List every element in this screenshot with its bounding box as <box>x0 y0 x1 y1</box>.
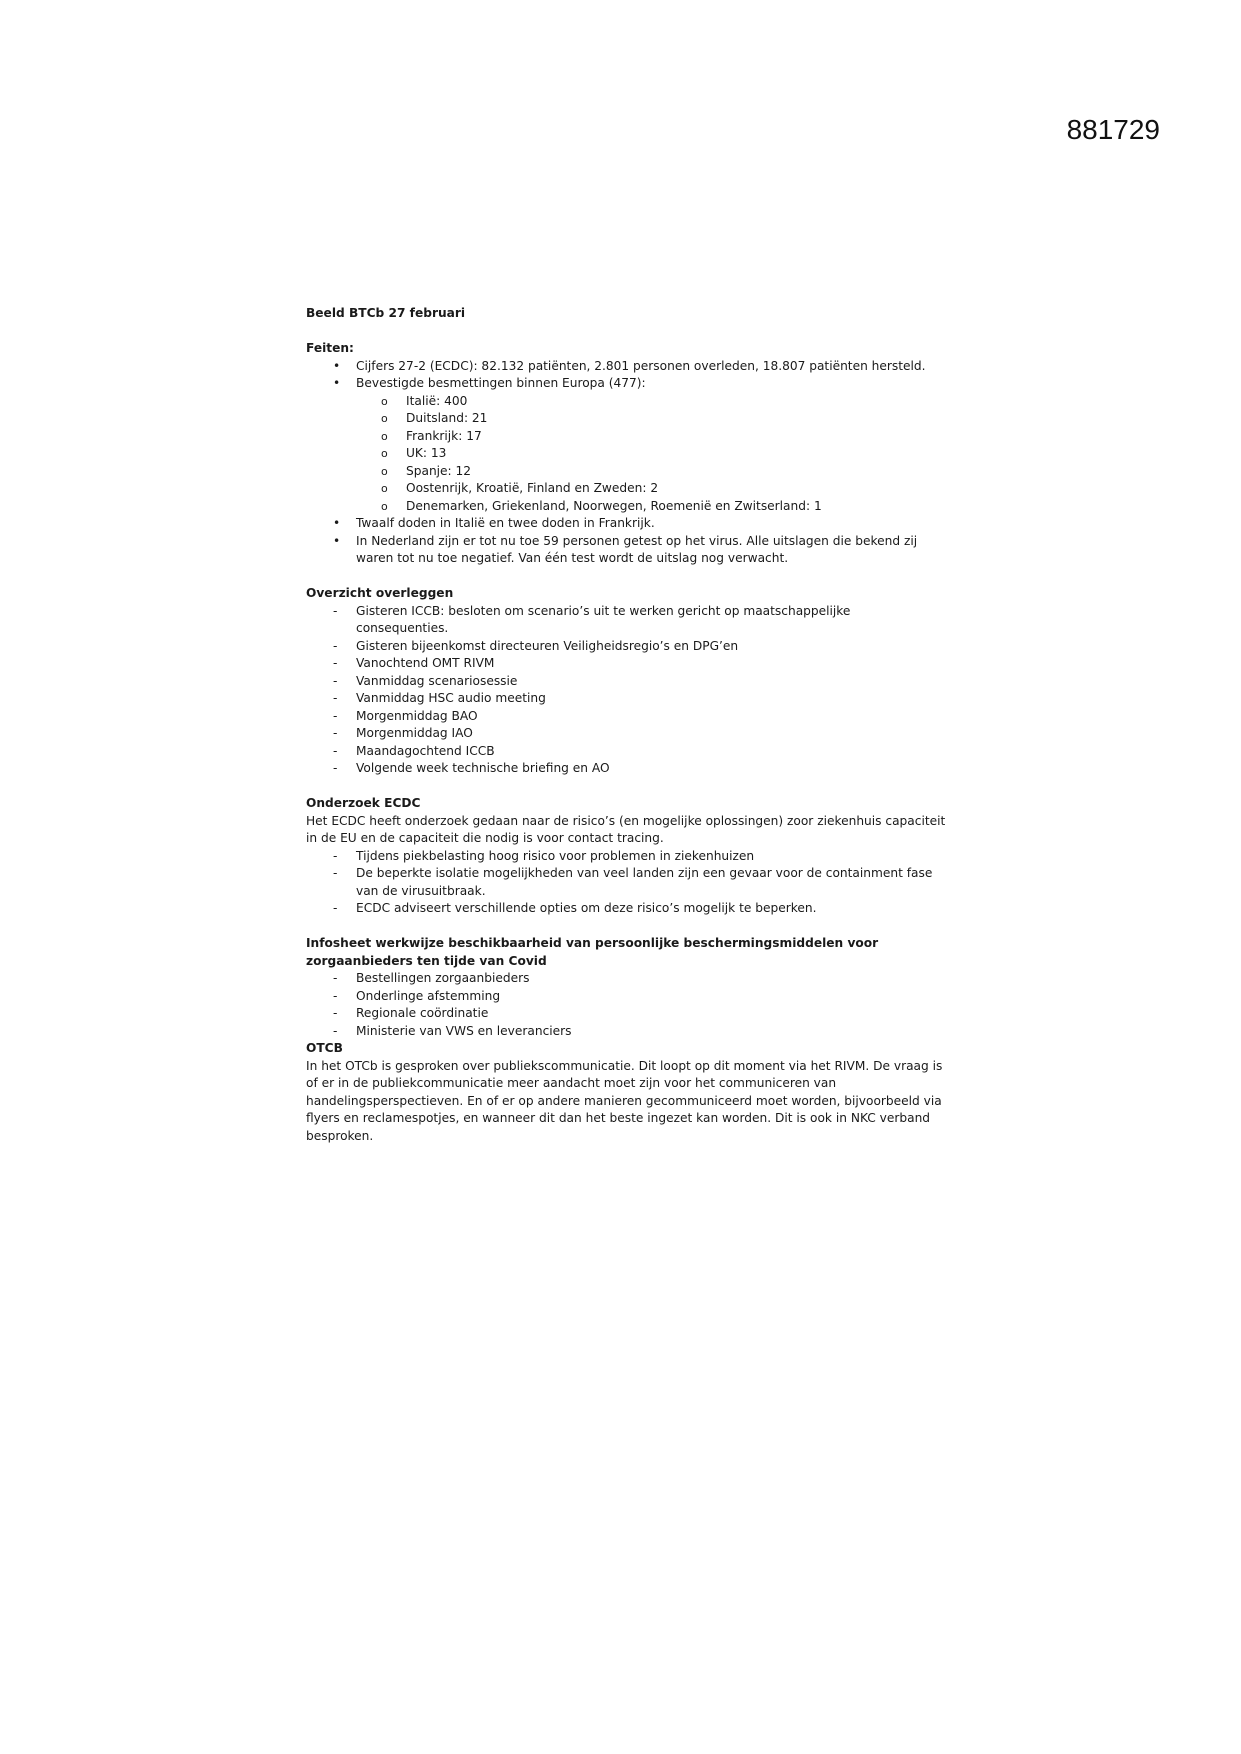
list-item-text: Twaalf doden in Italië en twee doden in Frankrijk. <box>356 516 655 530</box>
dash-marker: - <box>333 638 338 653</box>
ecdc-list <box>306 848 946 918</box>
circle-marker: o <box>381 499 388 513</box>
list-item <box>306 603 946 638</box>
feiten-heading: Feiten: <box>306 341 354 355</box>
list-item <box>306 515 946 533</box>
circle-marker: o <box>381 429 388 443</box>
bullet-marker: • <box>333 516 341 530</box>
dash-marker: - <box>333 866 338 880</box>
ecdc-intro: Het ECDC heeft onderzoek gedaan naar de risico’s (en mogelijke oplossingen) zoor ziekenhuis capaciteit in de EU en de capaciteit die nodig is voor contact tracing. <box>306 813 946 845</box>
list-item-text: Spanje: 12 <box>406 463 472 478</box>
countries-list <box>356 393 946 516</box>
list-item <box>356 480 946 498</box>
overleggen-heading: Overzicht overleggen <box>306 586 454 600</box>
list-item-text: Maandagochtend ICCB <box>356 743 495 758</box>
list-item-text: Bevestigde besmettingen binnen Europa (477): <box>356 376 646 390</box>
dash-marker: - <box>333 691 338 705</box>
list-item <box>306 708 946 726</box>
list-item <box>306 533 946 568</box>
circle-marker: o <box>381 447 388 460</box>
list-item <box>306 655 946 673</box>
dash-marker: - <box>333 603 338 618</box>
document-body <box>306 305 946 1145</box>
infosheet-list <box>306 970 946 1040</box>
list-item <box>356 393 946 411</box>
list-item-text: Morgenmiddag IAO <box>356 726 473 740</box>
document-number: 881729 <box>1066 114 1160 145</box>
bullet-marker: • <box>333 358 341 373</box>
list-item-text: Onderlinge afstemming <box>356 988 501 1003</box>
dash-marker: - <box>333 673 338 688</box>
list-item-text: Tijdens piekbelasting hoog risico voor problemen in ziekenhuizen <box>356 848 755 863</box>
dash-marker: - <box>333 901 338 915</box>
list-item-text: Ministerie van VWS en leveranciers <box>356 1023 572 1038</box>
list-item-text: Duitsland: 21 <box>406 411 488 425</box>
list-item <box>306 865 946 900</box>
list-item <box>356 410 946 428</box>
otcb-heading: OTCB <box>306 1041 343 1055</box>
dash-marker: - <box>333 1023 338 1038</box>
list-item-text: Vanmiddag scenariosessie <box>356 673 518 688</box>
list-item <box>306 760 946 778</box>
circle-marker: o <box>381 464 388 478</box>
list-item <box>356 428 946 446</box>
list-item-text: Vanmiddag HSC audio meeting <box>356 691 546 705</box>
list-item <box>306 638 946 656</box>
list-item-text: UK: 13 <box>406 446 447 460</box>
list-item <box>356 463 946 481</box>
list-item <box>306 690 946 708</box>
circle-marker: o <box>381 412 388 425</box>
list-item-text: De beperkte isolatie mogelijkheden van veel landen zijn een gevaar voor de containment fase van de virusuitbraak. <box>356 866 933 898</box>
ecdc-heading: Onderzoek ECDC <box>306 796 421 810</box>
list-item <box>306 743 946 761</box>
list-item <box>356 445 946 463</box>
document-title: Beeld BTCb 27 februari <box>306 306 466 320</box>
list-item <box>306 673 946 691</box>
list-item-text: Gisteren ICCB: besloten om scenario’s uit te werken gericht op maatschappelijke consequenties. <box>356 603 851 635</box>
circle-marker: o <box>381 482 388 495</box>
list-item-text: Oostenrijk, Kroatië, Finland en Zweden: 2 <box>406 481 659 495</box>
list-item <box>306 970 946 988</box>
list-item <box>306 988 946 1006</box>
list-item-text: Regionale coördinatie <box>356 1006 489 1020</box>
list-item-text: Bestellingen zorgaanbieders <box>356 971 530 985</box>
list-item-text: Cijfers 27-2 (ECDC): 82.132 patiënten, 2.801 personen overleden, 18.807 patiënten hersteld. <box>356 358 926 373</box>
infosheet-heading: Infosheet werkwijze beschikbaarheid van persoonlijke beschermingsmiddelen voor zorgaanbieders ten tijde van Covid <box>306 936 879 968</box>
list-item-text: Vanochtend OMT RIVM <box>356 656 495 670</box>
dash-marker: - <box>333 726 338 740</box>
bullet-marker: • <box>333 533 341 548</box>
list-item <box>306 900 946 918</box>
dash-marker: - <box>333 988 338 1003</box>
list-item <box>306 848 946 866</box>
list-item <box>306 1005 946 1023</box>
list-item <box>306 375 946 515</box>
list-item-text: In Nederland zijn er tot nu toe 59 personen getest op het virus. Alle uitslagen die bekend zij waren tot nu toe negatief. Van één test wordt de uitslag nog verwacht. <box>356 533 918 565</box>
list-item <box>356 498 946 516</box>
list-item-text: ECDC adviseert verschillende opties om deze risico’s mogelijk te beperken. <box>356 901 817 915</box>
feiten-list <box>306 358 946 568</box>
list-item <box>306 725 946 743</box>
dash-marker: - <box>333 761 338 775</box>
list-item-text: Volgende week technische briefing en AO <box>356 761 610 775</box>
list-item-text: Italië: 400 <box>406 393 468 408</box>
circle-marker: o <box>381 394 388 408</box>
dash-marker: - <box>333 743 338 758</box>
dash-marker: - <box>333 1006 338 1020</box>
list-item-text: Gisteren bijeenkomst directeuren Veiligheidsregio’s en DPG’en <box>356 638 739 653</box>
dash-marker: - <box>333 656 338 670</box>
list-item <box>306 358 946 376</box>
dash-marker: - <box>333 708 338 723</box>
list-item-text: Morgenmiddag BAO <box>356 708 478 723</box>
list-item-text: Frankrijk: 17 <box>406 428 482 443</box>
bullet-marker: • <box>333 376 341 390</box>
dash-marker: - <box>333 971 338 985</box>
overleggen-list <box>306 603 946 778</box>
dash-marker: - <box>333 848 338 863</box>
list-item-text: Denemarken, Griekenland, Noorwegen, Roemenië en Zwitserland: 1 <box>406 498 822 513</box>
list-item <box>306 1023 946 1041</box>
otcb-text: In het OTCb is gesproken over publiekscommunicatie. Dit loopt op dit moment via het RIVM. De vraag is of er in de publiekcommunicatie meer aandacht moet zijn voor het communiceren van handelingsperspectieven. En of er op andere manieren gecommuniceerd moet worden, bijvoorbeeld via flyers en reclamespotjes, en wanneer dit dan het beste ingezet kan worden. Dit is ook in NKC verband besproken. <box>306 1058 943 1143</box>
